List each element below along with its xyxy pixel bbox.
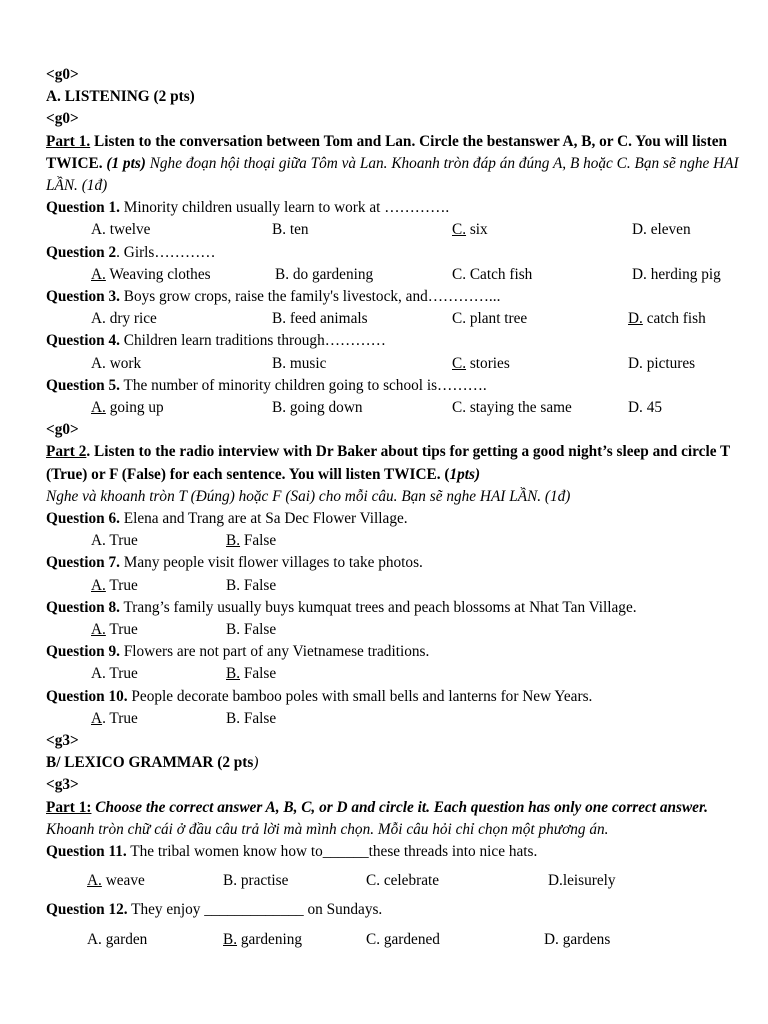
part2-instructions [46,441,746,485]
option-text: weave [101,872,145,890]
question-label: Question 10. [46,687,128,705]
option-b: B. going down [272,398,363,416]
option-a [91,264,211,286]
option-b: B. practise [223,872,289,890]
option-b: B. ten [272,221,309,239]
part-label: Part 1. [46,132,91,150]
group-tag: <g3> [46,731,79,749]
question-6-options [46,530,746,552]
instruction-vn: Nghe và khoanh tròn T (Đúng) hoặc F (Sai) cho mỗi câu. Bạn sẽ nghe HAI LẦN. (1đ) [46,487,571,505]
question-4 [46,330,746,352]
question-7-options [46,575,746,597]
option-true: A. True [91,665,138,683]
question-label: Question 7. [46,554,120,572]
points: 1pts) [449,465,481,483]
question-text: Minority children usually learn to work at …………. [119,199,450,217]
answer-letter: C. [452,354,467,372]
question-3 [46,286,746,308]
question-text: . Girls………… [116,243,216,261]
question-text: Trang’s family usually buys kumquat trees and peach blossoms at Nhat Tan Village. [119,598,637,616]
option-false: B. False [226,620,277,638]
instruction-vn: Khoanh tròn chữ cái ở đầu câu trả lời mà mình chọn. Mỗi câu hỏi chỉ chọn một phương án. [46,820,609,838]
option-d: D. gardens [544,930,611,948]
part-label: Part 1: [46,798,92,816]
instruction-text: Choose the correct answer A, B, C, or D and circle it. Each question has only one correct answer. [91,798,708,816]
option-a [87,870,145,892]
option-c: C. plant tree [452,310,528,328]
instruction-text: Listen to the conversation between Tom and Lan. Circle the bestanswer A, B, or C. You will listen TWICE. [46,132,728,172]
option-false [226,663,276,685]
option-text: gardening [237,930,303,948]
answer-letter: A [91,709,103,727]
question-9-options [46,663,746,685]
option-true: A. True [91,532,138,550]
option-true [91,575,138,597]
group-tag: <g0> [46,421,79,439]
question-5-options [46,397,746,419]
option-c: C. Catch fish [452,265,533,283]
answer-letter: A. [87,872,102,890]
answer-letter: A. [91,265,106,283]
option-text: catch fish [642,310,706,328]
part-label: Part 2 [46,443,87,461]
option-text: stories [466,354,510,372]
points: (1 pts) [106,154,146,172]
question-label: Question 5. [46,376,120,394]
lexico-part1-instructions [46,797,746,819]
question-text: Many people visit flower villages to take photos. [119,554,423,572]
question-7 [46,552,746,574]
instruction-vn: Nghe đoạn hội thoại giữa Tôm và Lan. Khoanh tròn đáp án đúng A, B hoặc C. Bạn sẽ nghe HAI LẦN. (1đ) [46,154,739,195]
option-b: B. feed animals [272,310,368,328]
question-text: Children learn traditions through………… [119,332,386,350]
question-1-options [46,219,746,241]
answer-letter: D. [628,310,643,328]
option-d: D. pictures [628,354,696,372]
option-text: going up [105,398,164,416]
option-text: False [240,532,277,550]
answer-letter: B. [223,930,238,948]
question-8 [46,597,746,619]
answer-letter: A. [91,576,106,594]
question-12 [46,899,746,921]
question-text: Flowers are not part of any Vietnamese traditions. [119,643,430,661]
option-a: A. work [91,354,142,372]
answer-letter: B. [226,665,241,683]
instruction-text: . Listen to the radio interview with Dr Baker about tips for getting a good night’s sleep and circle T (True) or F (False) for each sentence. You will listen TWICE. ( [46,443,730,483]
question-label: Question 8. [46,598,120,616]
question-10-options [46,708,746,730]
option-b [223,929,302,951]
question-4-options [46,353,746,375]
section-a-title: A. LISTENING (2 pts) [46,88,195,106]
question-label: Question 12. [46,901,128,919]
option-text: False [240,665,277,683]
option-text: . True [102,709,138,727]
question-label: Question 4. [46,332,120,350]
option-d: D. eleven [632,221,691,239]
question-text: The number of minority children going to school is………. [119,376,487,394]
question-label: Question 1. [46,199,120,217]
question-9 [46,641,746,663]
question-11-options [46,870,746,892]
question-label: Question 3. [46,288,120,305]
option-false: B. False [226,576,277,594]
option-c: C. staying the same [452,398,572,416]
question-5 [46,375,746,397]
option-c: C. celebrate [366,872,440,890]
group-tag: <g0> [46,110,79,128]
answer-letter: A. [91,398,106,416]
option-d: D. 45 [628,398,662,416]
section-b-title [46,752,746,774]
option-text: True [105,620,138,638]
question-3-options [46,308,746,330]
question-text: They enjoy _____________ on Sundays. [127,901,383,919]
option-d [628,308,706,330]
answer-letter: A. [91,620,106,638]
group-tag: <g3> [46,776,79,794]
option-d: D.leisurely [548,872,616,890]
option-true [91,619,138,641]
question-2-options [46,264,746,286]
option-a: A. twelve [91,221,151,239]
answer-letter: C. [452,221,467,239]
section-title-text: B/ LEXICO GRAMMAR (2 pts [46,754,254,772]
part1-instructions [46,131,746,198]
question-8-options [46,619,746,641]
question-text: The tribal women know how to______these threads into nice hats. [126,842,538,860]
option-text: Weaving clothes [105,265,211,283]
group-tag: <g0> [46,66,79,83]
option-text: True [105,576,138,594]
option-d: D. herding pig [632,265,721,283]
question-10 [46,686,746,708]
option-c [452,219,488,241]
question-text: Boys grow crops, raise the family's livestock, and…………... [119,288,501,305]
question-label: Question 11. [46,842,127,860]
question-label: Question 6. [46,509,120,527]
question-6 [46,508,746,530]
option-a: A. garden [87,930,148,948]
question-label: Question 9. [46,643,120,661]
option-false [226,530,276,552]
question-text: Elena and Trang are at Sa Dec Flower Village. [119,509,408,527]
option-b: B. music [272,354,327,372]
section-title-paren: ) [253,754,259,772]
answer-letter: B. [226,532,241,550]
question-11 [46,841,746,863]
option-c: C. gardened [366,930,440,948]
option-true [91,708,138,730]
question-2 [46,242,746,264]
question-1 [46,197,746,219]
question-12-options [46,929,746,951]
option-b: B. do gardening [275,265,374,283]
worksheet-page [46,64,746,951]
option-a [91,397,164,419]
option-c [452,353,510,375]
option-a: A. dry rice [91,310,157,328]
option-text: six [466,221,488,239]
option-false: B. False [226,709,277,727]
question-text: People decorate bamboo poles with small bells and lanterns for New Years. [127,687,593,705]
question-label: Question 2 [46,243,117,261]
